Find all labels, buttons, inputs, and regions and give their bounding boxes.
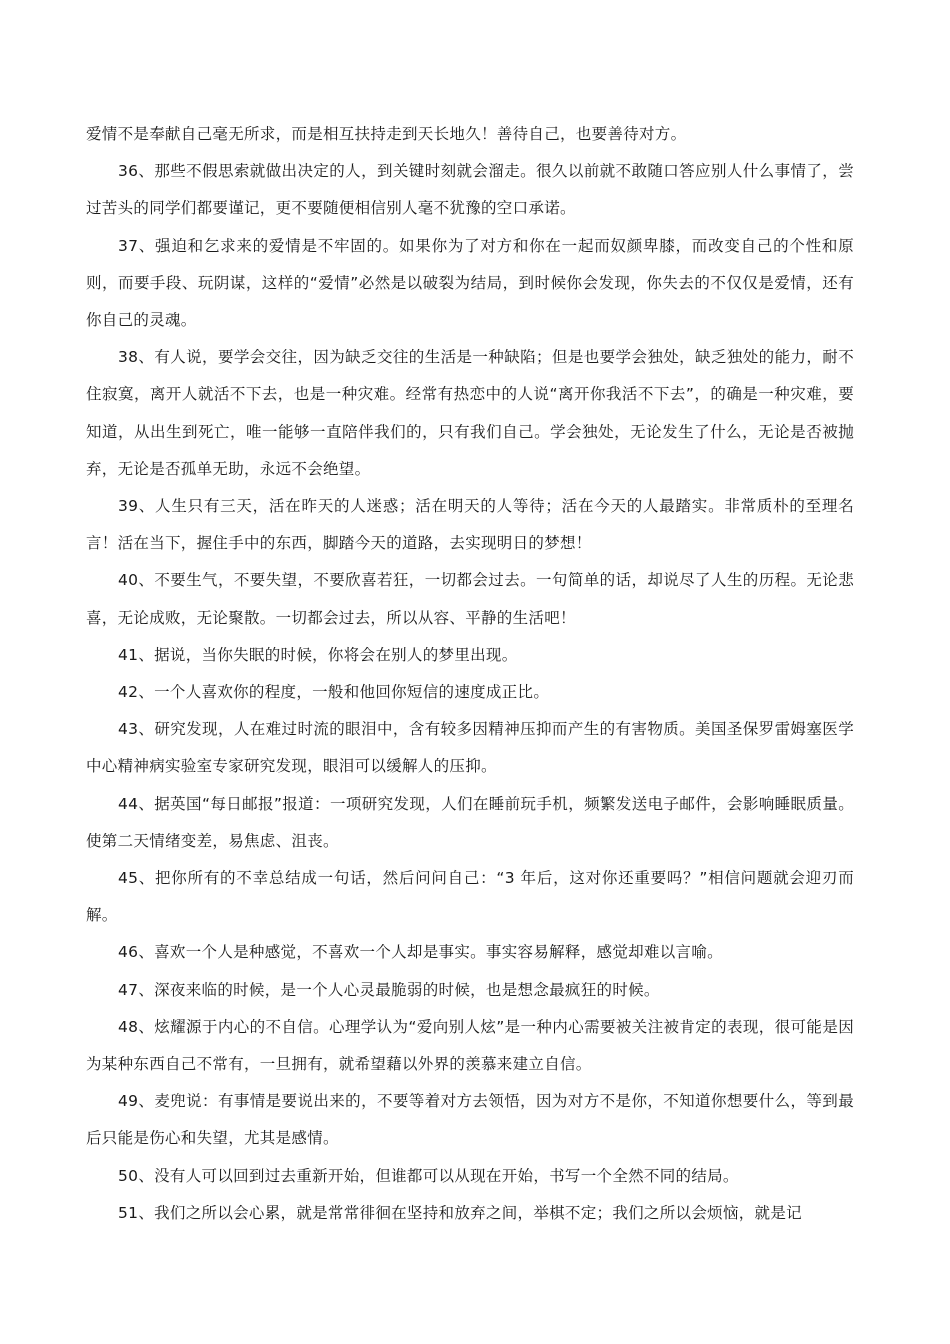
paragraph: 43、研究发现，人在难过时流的眼泪中，含有较多因精神压抑而产生的有害物质。美国圣保罗雷姆塞医学中心精神病实验室专家研究发现，眼泪可以缓解人的压抑。 — [86, 720, 854, 776]
paragraph: 36、那些不假思索就做出决定的人，到关键时刻就会溜走。很久以前就不敢随口答应别人什么事情了，尝过苦头的同学们都要谨记，更不要随便相信别人毫不犹豫的空口承诺。 — [86, 162, 854, 218]
paragraph: 50、没有人可以回到过去重新开始，但谁都可以从现在开始，书写一个全然不同的结局。 — [118, 1166, 739, 1185]
paragraph: 49、麦兜说：有事情是要说出来的，不要等着对方去领悟，因为对方不是你，不知道你想要什么，等到最后只能是伤心和失望，尤其是感情。 — [86, 1092, 854, 1148]
paragraph: 48、炫耀源于内心的不自信。心理学认为“爱向别人炫”是一种内心需要被关注被肯定的表现，很可能是因为某种东西自己不常有，一旦拥有，就希望藉以外界的羡慕来建立自信。 — [86, 1017, 854, 1074]
paragraph: 38、有人说，要学会交往，因为缺乏交往的生活是一种缺陷；但是也要学会独处，缺乏独处的能力，耐不住寂寞，离开人就活不下去，也是一种灾难。经常有热恋中的人说“离开你我活不下去”，的确是一种灾难，要知道，从出生到死亡，唯一能够一直陪伴我们的，只有我们自己。学会独处，无论发生了什么，无论是否被抛弃，无论是否孤单无助，永远不会绝望。 — [86, 348, 854, 478]
paragraph: 51、我们之所以会心累，就是常常徘徊在坚持和放弃之间，举棋不定；我们之所以会烦恼，就是记 — [118, 1203, 802, 1222]
paragraph: 37、强迫和乞求来的爱情是不牢固的。如果你为了对方和你在一起而奴颜卑膝，而改变自己的个性和原则，而要手段、玩阴谋，这样的“爱情”必然是以破裂为结局，到时候你会发现，你失去的不仅仅是爱情，还有你自己的灵魂。 — [86, 236, 854, 330]
document-body — [86, 116, 854, 1232]
paragraph: 42、一个人喜欢你的程度，一般和他回你短信的速度成正比。 — [118, 683, 550, 702]
paragraph: 44、据英国“每日邮报”报道：一项研究发现，人们在睡前玩手机，频繁发送电子邮件，会影响睡眠质量。使第二天情绪变差，易焦虑、沮丧。 — [86, 794, 854, 850]
paragraph: 46、喜欢一个人是种感觉，不喜欢一个人却是事实。事实容易解释，感觉却难以言喻。 — [118, 943, 723, 962]
paragraph: 47、深夜来临的时候，是一个人心灵最脆弱的时候，也是想念最疯狂的时候。 — [118, 980, 660, 999]
paragraph: 41、据说，当你失眠的时候，你将会在别人的梦里出现。 — [118, 645, 518, 664]
paragraph: 45、把你所有的不幸总结成一句话，然后问问自己：“3 年后，这对你还重要吗？”相信问题就会迎刃而解。 — [86, 869, 854, 925]
paragraph: 39、人生只有三天，活在昨天的人迷惑；活在明天的人等待；活在今天的人最踏实。非常质朴的至理名言！活在当下，握住手中的东西，脚踏今天的道路，去实现明日的梦想！ — [86, 497, 854, 553]
paragraph: 爱情不是奉献自己毫无所求，而是相互扶持走到天长地久！善待自己，也要善待对方。 — [86, 125, 687, 143]
paragraph: 40、不要生气，不要失望，不要欣喜若狂，一切都会过去。一句简单的话，却说尽了人生的历程。无论悲喜，无论成败，无论聚散。一切都会过去，所以从容、平静的生活吧！ — [86, 571, 854, 627]
